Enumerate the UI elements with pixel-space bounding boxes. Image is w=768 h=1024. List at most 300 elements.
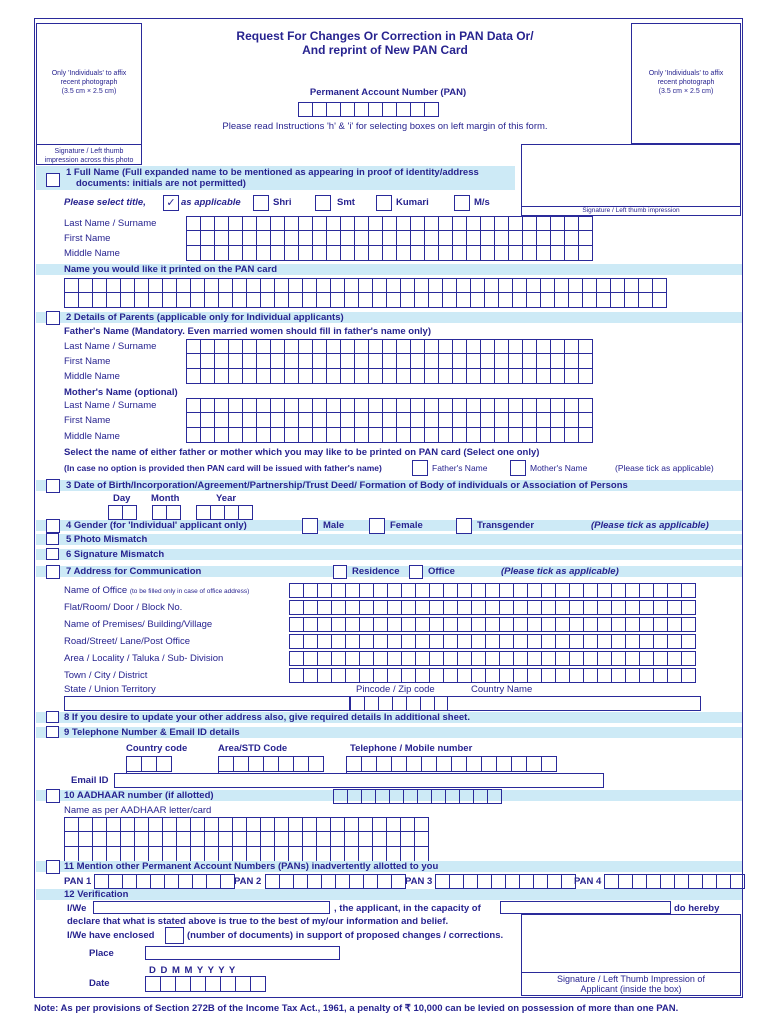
- char-box[interactable]: [322, 874, 336, 889]
- last-name-input[interactable]: [186, 216, 593, 231]
- char-box[interactable]: [206, 976, 221, 992]
- char-box[interactable]: [234, 756, 249, 772]
- char-box[interactable]: [612, 600, 626, 615]
- char-box[interactable]: [570, 617, 584, 632]
- char-box[interactable]: [233, 278, 247, 293]
- char-box[interactable]: [289, 293, 303, 308]
- char-box[interactable]: [416, 583, 430, 598]
- char-box[interactable]: [397, 428, 411, 443]
- pan2-input[interactable]: [265, 874, 406, 889]
- char-box[interactable]: [499, 293, 513, 308]
- char-box[interactable]: [402, 634, 416, 649]
- char-box[interactable]: [407, 696, 421, 711]
- char-box[interactable]: [201, 413, 215, 428]
- char-box[interactable]: [509, 413, 523, 428]
- char-box[interactable]: [579, 246, 593, 261]
- char-box[interactable]: [514, 668, 528, 683]
- char-box[interactable]: [453, 216, 467, 231]
- char-box[interactable]: [639, 293, 653, 308]
- char-box[interactable]: [275, 832, 289, 847]
- char-box[interactable]: [107, 817, 121, 832]
- char-box[interactable]: [179, 874, 193, 889]
- char-box[interactable]: [201, 339, 215, 354]
- char-box[interactable]: [303, 832, 317, 847]
- char-box[interactable]: [551, 216, 565, 231]
- char-box[interactable]: [397, 102, 411, 117]
- char-box[interactable]: [201, 354, 215, 369]
- char-box[interactable]: [509, 428, 523, 443]
- char-box[interactable]: [275, 817, 289, 832]
- char-box[interactable]: [373, 278, 387, 293]
- char-box[interactable]: [467, 216, 481, 231]
- char-box[interactable]: [369, 246, 383, 261]
- char-box[interactable]: [233, 832, 247, 847]
- char-box[interactable]: [682, 651, 696, 666]
- char-box[interactable]: [346, 600, 360, 615]
- char-box[interactable]: [653, 293, 667, 308]
- char-box[interactable]: [107, 278, 121, 293]
- char-box[interactable]: [551, 246, 565, 261]
- print-name-input[interactable]: [64, 278, 667, 293]
- char-box[interactable]: [187, 246, 201, 261]
- char-box[interactable]: [416, 651, 430, 666]
- char-box[interactable]: [387, 293, 401, 308]
- char-box[interactable]: [303, 817, 317, 832]
- title-ms-checkbox[interactable]: [454, 195, 470, 211]
- char-box[interactable]: [251, 976, 266, 992]
- char-box[interactable]: [689, 874, 703, 889]
- char-box[interactable]: [177, 817, 191, 832]
- char-box[interactable]: [565, 216, 579, 231]
- char-box[interactable]: [500, 634, 514, 649]
- char-box[interactable]: [458, 651, 472, 666]
- char-box[interactable]: [527, 278, 541, 293]
- char-box[interactable]: [626, 600, 640, 615]
- char-box[interactable]: [458, 634, 472, 649]
- char-box[interactable]: [373, 847, 387, 862]
- char-box[interactable]: [598, 583, 612, 598]
- char-box[interactable]: [429, 293, 443, 308]
- char-box[interactable]: [219, 847, 233, 862]
- aadhaar-name-input-2[interactable]: [64, 832, 429, 847]
- char-box[interactable]: [257, 369, 271, 384]
- char-box[interactable]: [429, 278, 443, 293]
- char-box[interactable]: [439, 428, 453, 443]
- char-box[interactable]: [527, 293, 541, 308]
- char-box[interactable]: [313, 216, 327, 231]
- char-box[interactable]: [205, 817, 219, 832]
- char-box[interactable]: [215, 398, 229, 413]
- char-box[interactable]: [612, 634, 626, 649]
- char-box[interactable]: [193, 874, 207, 889]
- gender-female-checkbox[interactable]: [369, 518, 385, 534]
- char-box[interactable]: [388, 668, 402, 683]
- char-box[interactable]: [654, 634, 668, 649]
- char-box[interactable]: [304, 583, 318, 598]
- char-box[interactable]: [682, 583, 696, 598]
- char-box[interactable]: [201, 216, 215, 231]
- address-office-checkbox[interactable]: [409, 565, 423, 579]
- char-box[interactable]: [486, 634, 500, 649]
- char-box[interactable]: [415, 847, 429, 862]
- char-box[interactable]: [327, 354, 341, 369]
- char-box[interactable]: [318, 600, 332, 615]
- char-box[interactable]: [453, 354, 467, 369]
- char-box[interactable]: [495, 354, 509, 369]
- char-box[interactable]: [444, 617, 458, 632]
- char-box[interactable]: [205, 832, 219, 847]
- verification-capacity-input[interactable]: [500, 901, 671, 914]
- char-box[interactable]: [290, 617, 304, 632]
- date-input[interactable]: [145, 976, 266, 992]
- father-first-name-input[interactable]: [186, 354, 593, 369]
- char-box[interactable]: [551, 339, 565, 354]
- char-box[interactable]: [360, 600, 374, 615]
- flat-input[interactable]: [289, 600, 696, 615]
- char-box[interactable]: [528, 583, 542, 598]
- char-box[interactable]: [551, 231, 565, 246]
- char-box[interactable]: [215, 246, 229, 261]
- char-box[interactable]: [215, 216, 229, 231]
- char-box[interactable]: [486, 600, 500, 615]
- char-box[interactable]: [579, 428, 593, 443]
- char-box[interactable]: [362, 789, 376, 804]
- char-box[interactable]: [299, 102, 313, 117]
- char-box[interactable]: [401, 293, 415, 308]
- char-box[interactable]: [121, 847, 135, 862]
- char-box[interactable]: [243, 354, 257, 369]
- char-box[interactable]: [570, 583, 584, 598]
- mother-middle-name-input[interactable]: [186, 428, 593, 443]
- char-box[interactable]: [416, 668, 430, 683]
- char-box[interactable]: [542, 583, 556, 598]
- char-box[interactable]: [191, 278, 205, 293]
- char-box[interactable]: [327, 413, 341, 428]
- char-box[interactable]: [355, 369, 369, 384]
- char-box[interactable]: [65, 278, 79, 293]
- aadhaar-name-input[interactable]: [64, 817, 429, 832]
- char-box[interactable]: [523, 398, 537, 413]
- char-box[interactable]: [509, 339, 523, 354]
- char-box[interactable]: [467, 231, 481, 246]
- char-box[interactable]: [205, 278, 219, 293]
- char-box[interactable]: [570, 651, 584, 666]
- char-box[interactable]: [612, 583, 626, 598]
- char-box[interactable]: [149, 832, 163, 847]
- char-box[interactable]: [597, 293, 611, 308]
- char-box[interactable]: [528, 651, 542, 666]
- country-input[interactable]: [447, 696, 701, 711]
- char-box[interactable]: [551, 354, 565, 369]
- char-box[interactable]: [341, 246, 355, 261]
- char-box[interactable]: [294, 756, 309, 772]
- char-box[interactable]: [373, 293, 387, 308]
- char-box[interactable]: [236, 976, 251, 992]
- char-box[interactable]: [486, 617, 500, 632]
- char-box[interactable]: [416, 617, 430, 632]
- char-box[interactable]: [444, 651, 458, 666]
- char-box[interactable]: [654, 600, 668, 615]
- char-box[interactable]: [373, 832, 387, 847]
- char-box[interactable]: [583, 278, 597, 293]
- char-box[interactable]: [481, 339, 495, 354]
- char-box[interactable]: [583, 293, 597, 308]
- char-box[interactable]: [229, 354, 243, 369]
- char-box[interactable]: [500, 617, 514, 632]
- char-box[interactable]: [457, 293, 471, 308]
- char-box[interactable]: [430, 583, 444, 598]
- char-box[interactable]: [523, 216, 537, 231]
- char-box[interactable]: [425, 369, 439, 384]
- char-box[interactable]: [598, 651, 612, 666]
- char-box[interactable]: [346, 634, 360, 649]
- char-box[interactable]: [109, 874, 123, 889]
- char-box[interactable]: [332, 651, 346, 666]
- char-box[interactable]: [345, 847, 359, 862]
- char-box[interactable]: [443, 293, 457, 308]
- char-box[interactable]: [537, 369, 551, 384]
- char-box[interactable]: [369, 398, 383, 413]
- char-box[interactable]: [318, 651, 332, 666]
- char-box[interactable]: [675, 874, 689, 889]
- char-box[interactable]: [229, 246, 243, 261]
- char-box[interactable]: [425, 339, 439, 354]
- char-box[interactable]: [304, 600, 318, 615]
- char-box[interactable]: [481, 216, 495, 231]
- char-box[interactable]: [165, 874, 179, 889]
- char-box[interactable]: [360, 634, 374, 649]
- char-box[interactable]: [215, 339, 229, 354]
- char-box[interactable]: [584, 634, 598, 649]
- char-box[interactable]: [418, 789, 432, 804]
- char-box[interactable]: [207, 874, 221, 889]
- char-box[interactable]: [640, 617, 654, 632]
- char-box[interactable]: [65, 847, 79, 862]
- char-box[interactable]: [146, 976, 161, 992]
- char-box[interactable]: [387, 847, 401, 862]
- char-box[interactable]: [514, 600, 528, 615]
- char-box[interactable]: [257, 428, 271, 443]
- place-input[interactable]: [145, 946, 340, 960]
- char-box[interactable]: [135, 293, 149, 308]
- char-box[interactable]: [401, 278, 415, 293]
- section-8-checkbox[interactable]: [46, 711, 59, 723]
- char-box[interactable]: [355, 413, 369, 428]
- char-box[interactable]: [285, 246, 299, 261]
- char-box[interactable]: [509, 246, 523, 261]
- char-box[interactable]: [397, 216, 411, 231]
- char-box[interactable]: [509, 354, 523, 369]
- char-box[interactable]: [331, 278, 345, 293]
- char-box[interactable]: [317, 847, 331, 862]
- char-box[interactable]: [341, 339, 355, 354]
- char-box[interactable]: [397, 413, 411, 428]
- char-box[interactable]: [79, 847, 93, 862]
- char-box[interactable]: [79, 293, 93, 308]
- char-box[interactable]: [229, 428, 243, 443]
- char-box[interactable]: [327, 428, 341, 443]
- char-box[interactable]: [341, 231, 355, 246]
- char-box[interactable]: [215, 428, 229, 443]
- char-box[interactable]: [290, 651, 304, 666]
- char-box[interactable]: [415, 278, 429, 293]
- char-box[interactable]: [625, 278, 639, 293]
- char-box[interactable]: [411, 102, 425, 117]
- phone-input[interactable]: [346, 756, 557, 773]
- char-box[interactable]: [495, 339, 509, 354]
- char-box[interactable]: [717, 874, 731, 889]
- char-box[interactable]: [373, 817, 387, 832]
- char-box[interactable]: [542, 634, 556, 649]
- char-box[interactable]: [513, 293, 527, 308]
- char-box[interactable]: [383, 216, 397, 231]
- char-box[interactable]: [221, 874, 235, 889]
- char-box[interactable]: [359, 847, 373, 862]
- char-box[interactable]: [374, 617, 388, 632]
- char-box[interactable]: [308, 874, 322, 889]
- char-box[interactable]: [177, 832, 191, 847]
- char-box[interactable]: [149, 847, 163, 862]
- char-box[interactable]: [523, 339, 537, 354]
- char-box[interactable]: [392, 874, 406, 889]
- gender-male-checkbox[interactable]: [302, 518, 318, 534]
- char-box[interactable]: [432, 789, 446, 804]
- char-box[interactable]: [191, 976, 206, 992]
- char-box[interactable]: [215, 369, 229, 384]
- char-box[interactable]: [331, 817, 345, 832]
- char-box[interactable]: [537, 339, 551, 354]
- char-box[interactable]: [345, 278, 359, 293]
- char-box[interactable]: [123, 874, 137, 889]
- char-box[interactable]: [285, 216, 299, 231]
- char-box[interactable]: [570, 600, 584, 615]
- char-box[interactable]: [453, 398, 467, 413]
- char-box[interactable]: [327, 231, 341, 246]
- section-10-checkbox[interactable]: [46, 789, 60, 803]
- char-box[interactable]: [201, 398, 215, 413]
- char-box[interactable]: [121, 817, 135, 832]
- char-box[interactable]: [411, 413, 425, 428]
- char-box[interactable]: [492, 874, 506, 889]
- char-box[interactable]: [135, 847, 149, 862]
- char-box[interactable]: [640, 668, 654, 683]
- char-box[interactable]: [523, 231, 537, 246]
- char-box[interactable]: [404, 789, 418, 804]
- char-box[interactable]: [229, 339, 243, 354]
- char-box[interactable]: [430, 634, 444, 649]
- char-box[interactable]: [93, 817, 107, 832]
- char-box[interactable]: [486, 668, 500, 683]
- char-box[interactable]: [626, 583, 640, 598]
- char-box[interactable]: [247, 293, 261, 308]
- char-box[interactable]: [537, 398, 551, 413]
- char-box[interactable]: [177, 847, 191, 862]
- char-box[interactable]: [556, 583, 570, 598]
- char-box[interactable]: [458, 617, 472, 632]
- char-box[interactable]: [290, 600, 304, 615]
- char-box[interactable]: [191, 832, 205, 847]
- char-box[interactable]: [313, 398, 327, 413]
- char-box[interactable]: [346, 651, 360, 666]
- signature-box[interactable]: [521, 144, 741, 216]
- char-box[interactable]: [360, 668, 374, 683]
- char-box[interactable]: [289, 278, 303, 293]
- char-box[interactable]: [668, 634, 682, 649]
- char-box[interactable]: [467, 369, 481, 384]
- char-box[interactable]: [611, 293, 625, 308]
- char-box[interactable]: [402, 668, 416, 683]
- section-3-checkbox[interactable]: [46, 479, 60, 493]
- char-box[interactable]: [556, 651, 570, 666]
- char-box[interactable]: [197, 505, 211, 520]
- char-box[interactable]: [177, 293, 191, 308]
- char-box[interactable]: [537, 231, 551, 246]
- char-box[interactable]: [327, 102, 341, 117]
- char-box[interactable]: [65, 832, 79, 847]
- char-box[interactable]: [481, 231, 495, 246]
- char-box[interactable]: [565, 369, 579, 384]
- char-box[interactable]: [523, 354, 537, 369]
- gender-transgender-checkbox[interactable]: [456, 518, 472, 534]
- char-box[interactable]: [285, 339, 299, 354]
- char-box[interactable]: [598, 600, 612, 615]
- char-box[interactable]: [247, 278, 261, 293]
- mother-last-name-input[interactable]: [186, 398, 593, 413]
- char-box[interactable]: [619, 874, 633, 889]
- pincode-input[interactable]: [350, 696, 449, 711]
- char-box[interactable]: [661, 874, 675, 889]
- middle-name-input[interactable]: [186, 246, 593, 261]
- char-box[interactable]: [467, 398, 481, 413]
- char-box[interactable]: [453, 231, 467, 246]
- char-box[interactable]: [452, 756, 467, 772]
- char-box[interactable]: [425, 354, 439, 369]
- char-box[interactable]: [425, 413, 439, 428]
- char-box[interactable]: [107, 832, 121, 847]
- father-last-name-input[interactable]: [186, 339, 593, 354]
- char-box[interactable]: [565, 398, 579, 413]
- char-box[interactable]: [299, 246, 313, 261]
- char-box[interactable]: [346, 668, 360, 683]
- char-box[interactable]: [327, 398, 341, 413]
- char-box[interactable]: [523, 413, 537, 428]
- char-box[interactable]: [219, 817, 233, 832]
- char-box[interactable]: [388, 634, 402, 649]
- char-box[interactable]: [474, 789, 488, 804]
- char-box[interactable]: [541, 278, 555, 293]
- char-box[interactable]: [439, 398, 453, 413]
- char-box[interactable]: [471, 278, 485, 293]
- char-box[interactable]: [318, 634, 332, 649]
- road-input[interactable]: [289, 634, 696, 649]
- section-1-checkbox[interactable]: [46, 173, 60, 187]
- char-box[interactable]: [378, 874, 392, 889]
- char-box[interactable]: [369, 428, 383, 443]
- char-box[interactable]: [149, 278, 163, 293]
- char-box[interactable]: [584, 600, 598, 615]
- char-box[interactable]: [467, 354, 481, 369]
- char-box[interactable]: [528, 600, 542, 615]
- section-5-checkbox[interactable]: [46, 533, 59, 545]
- char-box[interactable]: [318, 583, 332, 598]
- char-box[interactable]: [304, 668, 318, 683]
- char-box[interactable]: [355, 102, 369, 117]
- char-box[interactable]: [555, 278, 569, 293]
- char-box[interactable]: [548, 874, 562, 889]
- char-box[interactable]: [187, 231, 201, 246]
- char-box[interactable]: [229, 398, 243, 413]
- char-box[interactable]: [304, 651, 318, 666]
